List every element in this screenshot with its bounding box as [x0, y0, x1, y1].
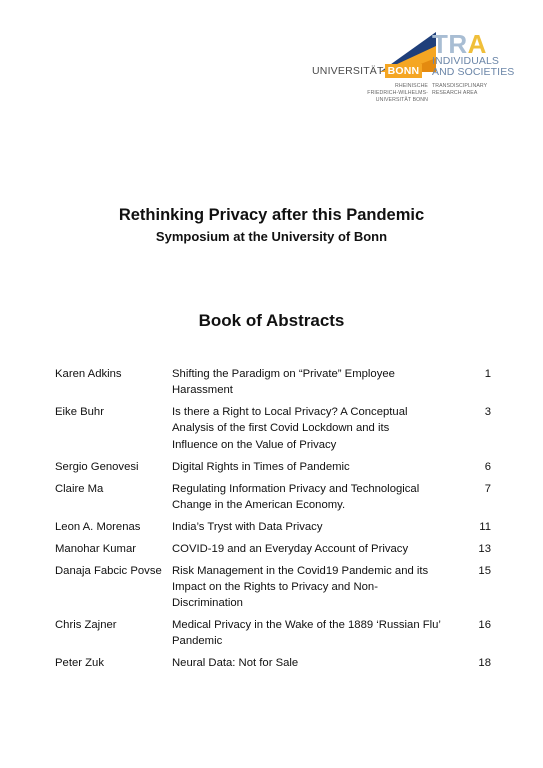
toc-title-line: Risk Management in the Covid19 Pandemic and its	[172, 564, 429, 577]
toc-title-line: Is there a Right to Local Privacy? A Conceptual	[172, 406, 408, 419]
toc-abstract-title	[172, 481, 452, 514]
university-bonn-subtext: RHEINISCHE FRIEDRICH-WILHELMS- UNIVERSITÄT BONN	[367, 83, 428, 103]
toc-abstract-title	[172, 519, 452, 535]
toc-entry	[55, 366, 491, 399]
toc-title-line: Influence on the Value of Privacy	[172, 438, 337, 451]
toc-title-line: Impact on the Rights to Privacy and Non-	[172, 580, 378, 593]
document-subtitle: Symposium at the University of Bonn	[155, 229, 388, 244]
toc-page-number: 3	[484, 406, 491, 419]
toc-page-number: 1	[484, 368, 491, 380]
toc-page-number: 6	[484, 460, 491, 473]
toc-entry	[55, 563, 491, 612]
toc-title-line: Pandemic	[172, 635, 223, 648]
toc-title-line: Digital Rights in Times of Pandemic	[172, 460, 350, 473]
toc-page-number: 11	[479, 520, 491, 533]
toc-abstract-title	[172, 617, 452, 650]
toc-page-number: 15	[478, 564, 491, 577]
toc-entry	[55, 404, 491, 453]
toc-page-number: 13	[478, 542, 491, 555]
toc-author: Danaja Fabcic Povse	[55, 564, 162, 577]
toc-entry	[55, 541, 491, 557]
toc-abstract-title	[172, 366, 452, 399]
toc-title-line: Medical Privacy in the Wake of the 1889 ‘Russian Flu’	[172, 619, 441, 632]
toc-entry	[55, 655, 491, 671]
toc-author: Peter Zuk	[55, 657, 104, 670]
toc-author: Manohar Kumar	[55, 542, 136, 555]
toc-author: Sergio Genovesi	[55, 460, 139, 473]
tra-logo: TRA	[432, 29, 487, 59]
toc-title-line: COVID-19 and an Everyday Account of Privacy	[172, 542, 409, 555]
tra-logo-subtext: TRANSDISCIPLINARY RESEARCH AREA	[432, 83, 488, 96]
toc-author: Chris Zajner	[55, 619, 117, 632]
university-bonn-wordmark: UNIVERSITÄT BONN	[312, 64, 422, 78]
toc-page-number: 16	[478, 619, 491, 632]
toc-page-number: 7	[484, 482, 491, 495]
toc-entry	[55, 519, 491, 535]
toc-author: Leon A. Morenas	[55, 520, 141, 533]
toc-entry	[55, 459, 491, 475]
toc-abstract-title	[172, 563, 452, 612]
tra-logo-text: INDIVIDUALS AND SOCIETIES	[432, 55, 515, 78]
toc-author: Claire Ma	[55, 482, 104, 495]
header-logos	[312, 30, 522, 122]
book-of-abstracts-heading: Book of Abstracts	[198, 311, 345, 330]
toc-title-line: Analysis of the first Covid Lockdown and its	[172, 422, 390, 435]
toc-title-line: Change in the American Economy.	[172, 498, 346, 511]
toc-entry	[55, 481, 491, 514]
toc-title-line: Shifting the Paradigm on “Private” Employee	[172, 368, 395, 380]
toc-title-line: India’s Tryst with Data Privacy	[172, 520, 323, 533]
toc-abstract-title	[172, 541, 452, 557]
toc-entry	[55, 617, 491, 650]
toc-abstract-title	[172, 459, 452, 475]
document-title: Rethinking Privacy after this Pandemic	[118, 206, 425, 224]
toc-page-number: 18	[478, 657, 491, 670]
toc-author: Karen Adkins	[55, 368, 122, 380]
toc-title-line: Harassment	[172, 384, 233, 397]
toc-abstract-title	[172, 655, 452, 671]
toc-title-line: Regulating Information Privacy and Technological	[172, 482, 420, 495]
toc-author: Eike Buhr	[55, 406, 104, 419]
toc-title-line: Neural Data: Not for Sale	[172, 657, 299, 670]
toc-abstract-title	[172, 404, 452, 453]
toc-title-line: Discrimination	[172, 597, 243, 610]
